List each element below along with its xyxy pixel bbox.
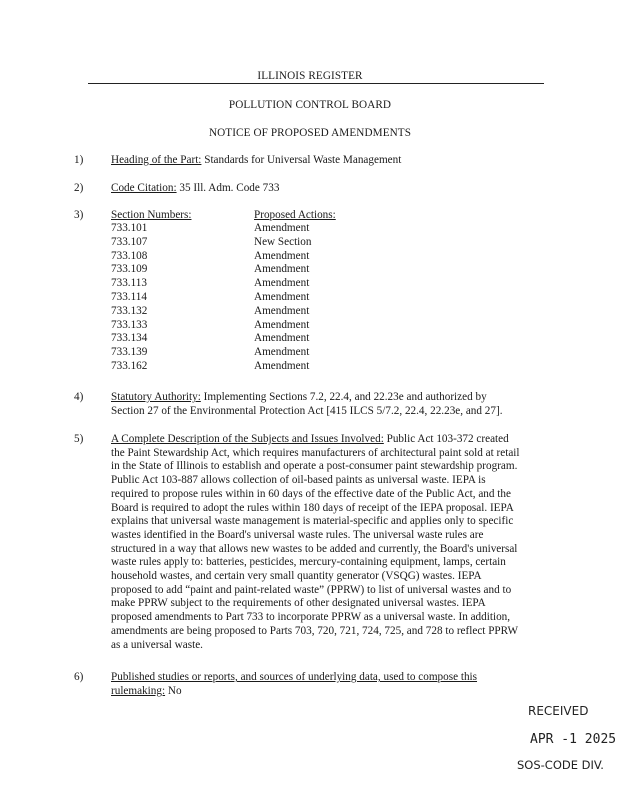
proposed-action: Amendment [254, 249, 310, 262]
proposed-action: Amendment [254, 318, 310, 331]
proposed-action: Amendment [254, 277, 310, 290]
description-label: A Complete Description of the Subjects and Issues Involved: [111, 433, 384, 445]
section-number: 733.113 [111, 277, 147, 290]
item-number: 6) [74, 671, 84, 683]
item-number: 5) [74, 433, 84, 445]
proposed-action: Amendment [254, 290, 310, 303]
section-row [111, 319, 411, 333]
section-number: 733.114 [111, 290, 147, 303]
header-rule [88, 83, 544, 84]
proposed-actions-header: Proposed Actions: [254, 209, 336, 221]
code-label: Code Citation: [111, 182, 177, 194]
description-text: Public Act 103-372 created the Paint Stewardship Act, which requires manufacturers of architectural paint sold at retail in the State of Illinois to establish and operate a post-consumer paint stewardship program. Public Act 103-887 allows collection of oil-based paints as universal waste. IEPA is required to propose rules within in 60 days of the effective date of the Public Act, and the Board is required to adopt the rules within 180 days of receipt of the IEPA proposal. IEPA explains that universal waste management is material-specific and applies only to specific wastes identified in the Board's universal waste rules. The universal waste rules are structured in a way that allows new wastes to be added and currently, the Board's universal waste rules apply to: batteries, pesticides, mercury-containing equipment, lamps, certain household wastes, and certain very small quantity generator (VSQG) wastes. IEPA proposed to add “paint and paint-related waste” (PPRW) to list of universal wastes and to make PPRW subject to the requirements of other designated universal wastes. IEPA proposed amendments to Part 733 to incorporate PPRW as a universal waste. In addition, amendments are being proposed to Parts 703, 720, 721, 724, 725, and 728 to reflect PPRW as a universal waste. [111, 433, 520, 651]
authority-label: Statutory Authority: [111, 391, 201, 403]
proposed-action: Amendment [254, 359, 310, 372]
section-number: 733.133 [111, 318, 148, 331]
code-item [111, 182, 279, 194]
proposed-action: Amendment [254, 222, 310, 234]
section-row [111, 277, 411, 291]
authority-item [111, 391, 521, 418]
sections-header [111, 209, 336, 221]
section-row [111, 360, 411, 374]
section-number: 733.101 [111, 222, 148, 234]
board-title: POLLUTION CONTROL BOARD [228, 99, 392, 111]
item-number: 1) [74, 154, 84, 166]
section-number: 733.139 [111, 346, 148, 359]
code-value: 35 Ill. Adm. Code 733 [179, 182, 280, 194]
item-number: 2) [74, 182, 84, 194]
section-number: 733.107 [111, 235, 148, 248]
section-number: 733.134 [111, 332, 148, 345]
section-row [111, 291, 411, 305]
authority-text: Implementing Sections 7.2, 22.4, and 22.23e and authorized by Section 27 of the Environmental Protection Act [415 ILCS 5/7.2, 22.4, 22.23e, and 27]. [111, 391, 503, 417]
section-row [111, 332, 411, 346]
studies-value: No [167, 684, 182, 697]
section-row [111, 250, 411, 264]
notice-title: NOTICE OF PROPOSED AMENDMENTS [208, 127, 412, 139]
section-number: 733.109 [111, 263, 148, 276]
proposed-action: Amendment [254, 263, 310, 276]
proposed-action: New Section [254, 235, 312, 248]
heading-item [111, 154, 401, 166]
section-number: 733.162 [111, 359, 148, 372]
section-numbers-header: Section Numbers: [111, 209, 192, 221]
received-division: SOS-CODE DIV. [517, 758, 604, 772]
studies-label: Published studies or reports, and sources of underlying data, used to compose this rulemaking: [111, 671, 478, 697]
section-row [111, 346, 411, 360]
section-number: 733.132 [111, 304, 148, 317]
sections-table [111, 222, 411, 374]
studies-item [111, 671, 521, 698]
description-item [111, 433, 521, 652]
item-number: 3) [74, 209, 84, 221]
heading-label: Heading of the Part: [111, 154, 202, 166]
section-row [111, 263, 411, 277]
section-row [111, 222, 411, 236]
item-number: 4) [74, 391, 84, 403]
register-title: ILLINOIS REGISTER [257, 70, 363, 82]
section-row [111, 305, 411, 319]
proposed-action: Amendment [254, 304, 310, 317]
received-stamp: RECEIVED [528, 704, 589, 718]
section-number: 733.108 [111, 249, 148, 262]
section-row [111, 236, 411, 250]
proposed-action: Amendment [254, 346, 310, 359]
proposed-action: Amendment [254, 332, 310, 345]
heading-value: Standards for Universal Waste Management [204, 154, 402, 166]
received-date: APR -1 2025 [530, 732, 617, 747]
